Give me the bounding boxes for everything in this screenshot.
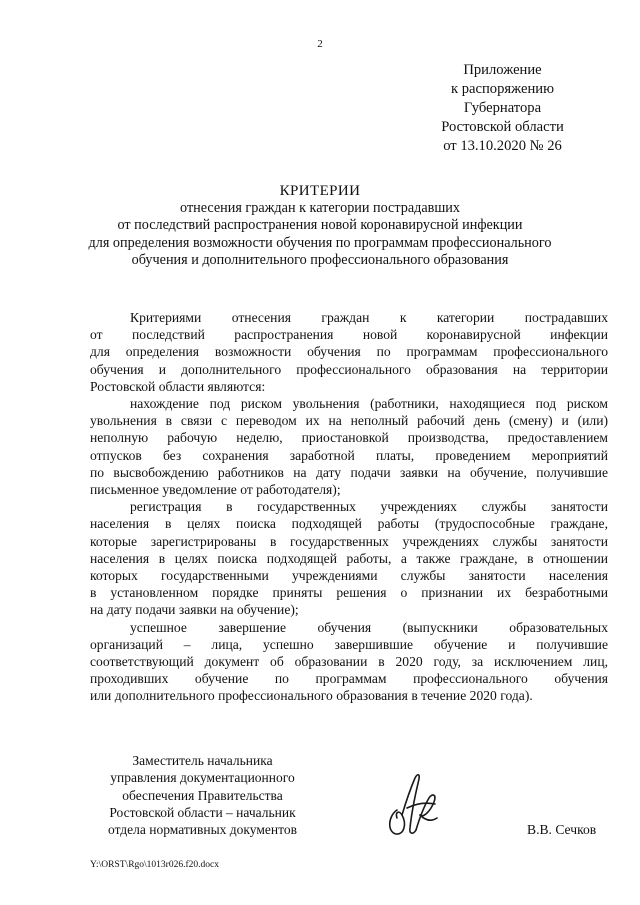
page-number: 2: [317, 38, 323, 50]
item2-line: населения в целях поиска подходящей работы (трудоспособные граждане,: [90, 516, 608, 532]
position-line: обеспечения Правительства: [122, 787, 283, 803]
intro-line: для определения возможности обучения по программам профессионального: [90, 344, 608, 360]
item3-line: организаций – лица, успешно завершившие обучение и получившие: [90, 636, 608, 652]
title-heading: КРИТЕРИИ: [279, 183, 361, 199]
item2-line: регистрация в государственных учреждениях службы занятости: [130, 499, 608, 515]
item1-line: по высвобождению работников на дату подачи заявки на обучение, получившие: [90, 464, 608, 480]
appendix-line: Приложение: [463, 62, 542, 78]
item2-line: населения в целях поиска подходящей работы, а также граждане, в отношении: [90, 550, 608, 566]
item1-line: нахождение под риском увольнения (работники, находящиеся под риском: [130, 396, 608, 412]
item3-line: соответствующий документ об образовании в 2020 году, за исключением лиц,: [90, 654, 608, 670]
item2-line: в установленном порядке приняты решения о признании их безработными: [90, 585, 608, 601]
item1-line: отпусков без сохранения заработной платы, проведением мероприятий: [90, 447, 608, 463]
position-line: Заместитель начальника: [132, 753, 273, 768]
position-line: управления документационного: [110, 770, 295, 786]
item2-line: на дату подачи заявки на обучение);: [90, 602, 299, 618]
item3-line: проходивших обучение по программам профессионального обучения: [90, 671, 608, 687]
appendix-line: Ростовской области: [441, 119, 564, 135]
item1-line: письменное уведомление от работодателя);: [90, 482, 341, 498]
signatory-name: В.В. Сечков: [527, 822, 597, 837]
position-line: отдела нормативных документов: [108, 822, 297, 838]
title-line: от последствий распространения новой коронавирусной инфекции: [117, 217, 523, 234]
item3-line: успешное завершение обучения (выпускники образовательных: [130, 619, 608, 635]
signatory-position: [90, 752, 315, 838]
document-body: [90, 309, 608, 705]
appendix-line: к распоряжению: [451, 81, 554, 97]
title-line: обучения и дополнительного профессионального образования: [131, 251, 509, 268]
item2-line: которых государственными учреждениями службы занятости населения: [90, 568, 608, 584]
item3-line: или дополнительного профессионального образования в течение 2020 года).: [90, 688, 533, 704]
document-title: [40, 182, 600, 269]
position-line: Ростовской области – начальник: [109, 804, 296, 820]
intro-line: Ростовской области являются:: [90, 378, 266, 394]
intro-line: от последствий распространения новой коронавирусной инфекции: [90, 327, 608, 343]
item1-line: неполную рабочую неделю, приостановкой производства, предоставлением: [90, 430, 608, 446]
intro-line: обучения и дополнительного профессионального образования на территории: [90, 361, 608, 377]
title-line: отнесения граждан к категории пострадавших: [180, 200, 460, 216]
item1-line: увольнения в связи с переводом их на неполный рабочий день (смену) и (или): [90, 413, 608, 429]
appendix-date-line: от 13.10.2020 № 26: [443, 138, 562, 154]
intro-line: Критериями отнесения граждан к категории пострадавших: [130, 310, 608, 325]
appendix-block: [400, 61, 605, 156]
handwritten-signature: [385, 768, 445, 840]
title-line: для определения возможности обучения по программам профессионального: [88, 234, 552, 251]
appendix-line: Губернатора: [463, 100, 542, 116]
file-path: Y:\ORST\Rgo\1013r026.f20.docx: [90, 860, 219, 870]
item2-line: которые зарегистрированы в государственных учреждениях службы занятости: [90, 533, 608, 549]
